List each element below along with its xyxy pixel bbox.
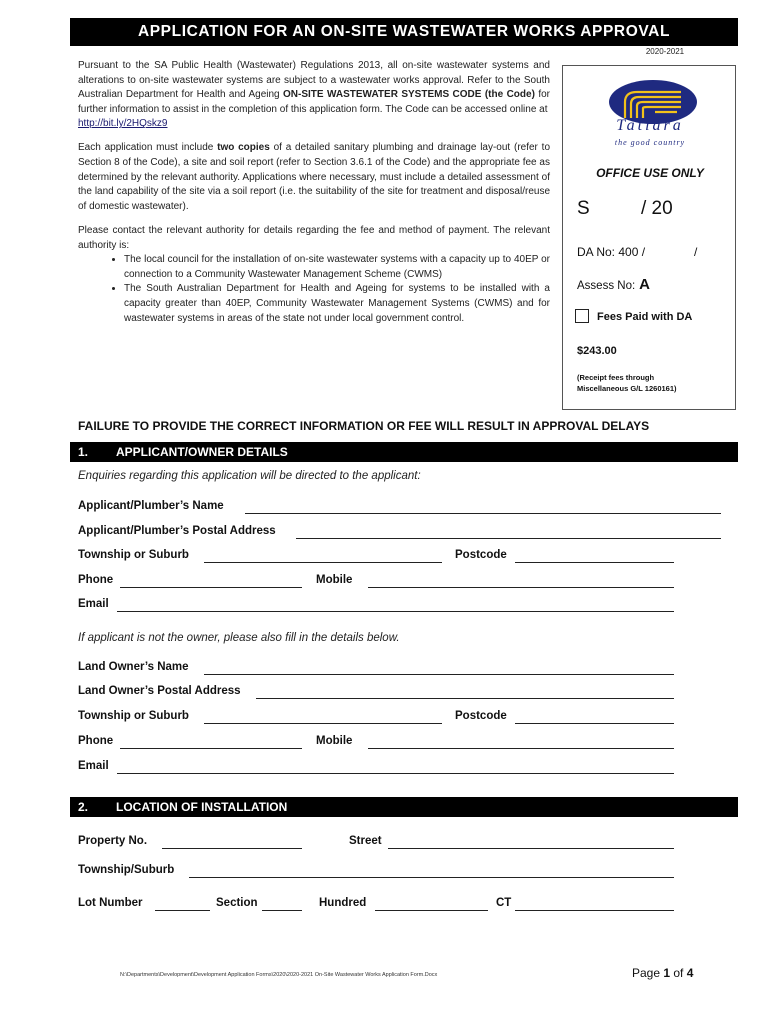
intro-paragraph-1 <box>78 59 550 132</box>
enquiries-note: Enquiries regarding this application will be directed to the applicant: <box>78 470 421 482</box>
intro-paragraph-3: Please contact the relevant authority for details regarding the fee and method of payment. The relevant authority is: <box>78 224 550 251</box>
postcode-label: Postcode <box>455 549 507 561</box>
intro-p1-code: ON-SITE WASTEWATER SYSTEMS CODE (the Code) <box>283 89 535 101</box>
intro-text <box>78 59 550 326</box>
owner-township-label: Township or Suburb <box>78 710 189 722</box>
owner-name-field[interactable] <box>204 662 674 675</box>
intro-p1-text-2: for further information to assist in the completion of this application form. The Code can be accessed online at <box>78 89 550 115</box>
owner-email-label: Email <box>78 760 109 772</box>
page-current: 1 <box>663 966 671 980</box>
applicant-name-label: Applicant/Plumber’s Name <box>78 500 224 512</box>
hundred-field[interactable] <box>375 898 488 911</box>
assess-value: A <box>639 276 651 293</box>
email-field[interactable] <box>117 599 674 612</box>
assess-label: Assess No: <box>577 280 636 292</box>
receipt-note-line-2: Miscellaneous G/L 1260161) <box>577 383 677 393</box>
applicant-address-label: Applicant/Plumber’s Postal Address <box>78 525 276 537</box>
page-total: 4 <box>686 966 694 980</box>
code-link[interactable]: http://bit.ly/2HQskz9 <box>78 118 168 130</box>
intro-p2-a: Each application must include <box>78 142 218 154</box>
authority-item: • The local council for the installation of on-site wastewater systems with a capacity up to 40EP or connection to a Community Wastewater Management Scheme (CWMS) <box>124 253 550 282</box>
mobile-field[interactable] <box>368 575 674 588</box>
da-number-slash: / <box>694 245 698 259</box>
owner-address-field[interactable] <box>256 686 674 699</box>
intro-p2-bold: two copies <box>217 142 270 154</box>
intro-p1-text: Pursuant to the SA Public Health (Wastewater) Regulations 2013, all on-site wastewater systems and alterations to on-site wastewater systems are subject to a wastewater works approval. Refer to the South Australian Department for Health and Ageing <box>78 60 550 101</box>
s-number-year: / 20 <box>641 198 673 219</box>
da-number-label: DA No: 400 / <box>577 245 646 259</box>
owner-postcode-field[interactable] <box>515 711 674 724</box>
page-word: Page <box>632 966 664 980</box>
section-1-number: 1. <box>78 445 89 459</box>
footer-file-path: N:\Departments\Development\Development Application Forms\2020\2020-2021 On-Site Wastewater Works Application Form.Docx <box>120 972 438 978</box>
street-field[interactable] <box>388 836 674 849</box>
mobile-label: Mobile <box>316 574 353 586</box>
assess-number <box>577 276 650 293</box>
ct-label: CT <box>496 897 512 909</box>
township-field[interactable] <box>204 550 442 563</box>
street-label: Street <box>349 835 382 847</box>
brand-tagline: the good country <box>614 138 686 147</box>
page-of: of <box>670 966 687 980</box>
receipt-note <box>577 373 677 394</box>
postcode-field[interactable] <box>515 550 674 563</box>
owner-mobile-field[interactable] <box>368 736 674 749</box>
section-1-title: APPLICANT/OWNER DETAILS <box>116 445 288 459</box>
phone-label: Phone <box>78 574 114 586</box>
township-label: Township or Suburb <box>78 549 189 561</box>
s-number-label: S <box>577 198 590 219</box>
owner-email-field[interactable] <box>117 761 674 774</box>
fee-amount: $243.00 <box>577 345 617 357</box>
hundred-label: Hundred <box>319 897 367 909</box>
ct-field[interactable] <box>515 898 674 911</box>
location-township-field[interactable] <box>189 865 674 878</box>
lot-number-label: Lot Number <box>78 897 143 909</box>
intro-p2-b: of a detailed sanitary plumbing and drainage lay-out (refer to Section 8 of the Code), a site and soil report (refer to Section 3.6.1 of the Code) and the appropriate fee as determined by the relevant authority. Applications where necessary, must include a detailed assessment of the land capability of the site via a soil report (i.e. the suitability of the site for treatment and disposal/reuse of domestic wastewater). <box>78 142 550 212</box>
applicant-name-field[interactable] <box>245 501 721 514</box>
owner-name-label: Land Owner’s Name <box>78 661 189 673</box>
section-field[interactable] <box>262 898 302 911</box>
owner-township-field[interactable] <box>204 711 442 724</box>
office-use-heading: OFFICE USE ONLY <box>596 166 704 180</box>
owner-mobile-label: Mobile <box>316 735 353 747</box>
property-no-label: Property No. <box>78 835 148 847</box>
form-title: APPLICATION FOR AN ON-SITE WASTEWATER WORKS APPROVAL <box>70 18 738 46</box>
owner-phone-field[interactable] <box>120 736 302 749</box>
email-label: Email <box>78 598 109 610</box>
applicant-address-field[interactable] <box>296 526 721 539</box>
property-no-field[interactable] <box>162 836 302 849</box>
section-2-number: 2. <box>78 800 89 814</box>
owner-note: If applicant is not the owner, please also fill in the details below. <box>78 632 400 644</box>
location-township-label: Township/Suburb <box>78 864 175 876</box>
section-label: Section <box>216 897 258 909</box>
fees-paid-checkbox[interactable] <box>575 309 589 323</box>
lot-number-field[interactable] <box>155 898 210 911</box>
failure-notice: FAILURE TO PROVIDE THE CORRECT INFORMATION OR FEE WILL RESULT IN APPROVAL DELAYS <box>78 419 650 433</box>
authority-list <box>78 253 550 326</box>
receipt-note-line-1: (Receipt fees through <box>577 373 655 382</box>
owner-address-label: Land Owner’s Postal Address <box>78 685 241 697</box>
owner-phone-label: Phone <box>78 735 114 747</box>
intro-paragraph-2 <box>78 141 550 214</box>
fees-paid-label: Fees Paid with DA <box>597 311 693 323</box>
phone-field[interactable] <box>120 575 302 588</box>
owner-postcode-label: Postcode <box>455 710 507 722</box>
authority-item: • The South Australian Department for Health and Ageing for systems to be installed with a capacity greater than 40EP, Community Wastewater Management Systems (CWMS) and for wastewater systems in areas of the state not under local government control. <box>124 282 550 326</box>
brand-name: Tatiara <box>616 117 684 134</box>
page-number <box>632 966 693 980</box>
section-1-header <box>70 442 738 462</box>
form-year: 2020-2021 <box>645 47 685 56</box>
section-2-header <box>70 797 738 817</box>
office-use-box <box>562 65 736 410</box>
section-2-title: LOCATION OF INSTALLATION <box>116 800 288 814</box>
